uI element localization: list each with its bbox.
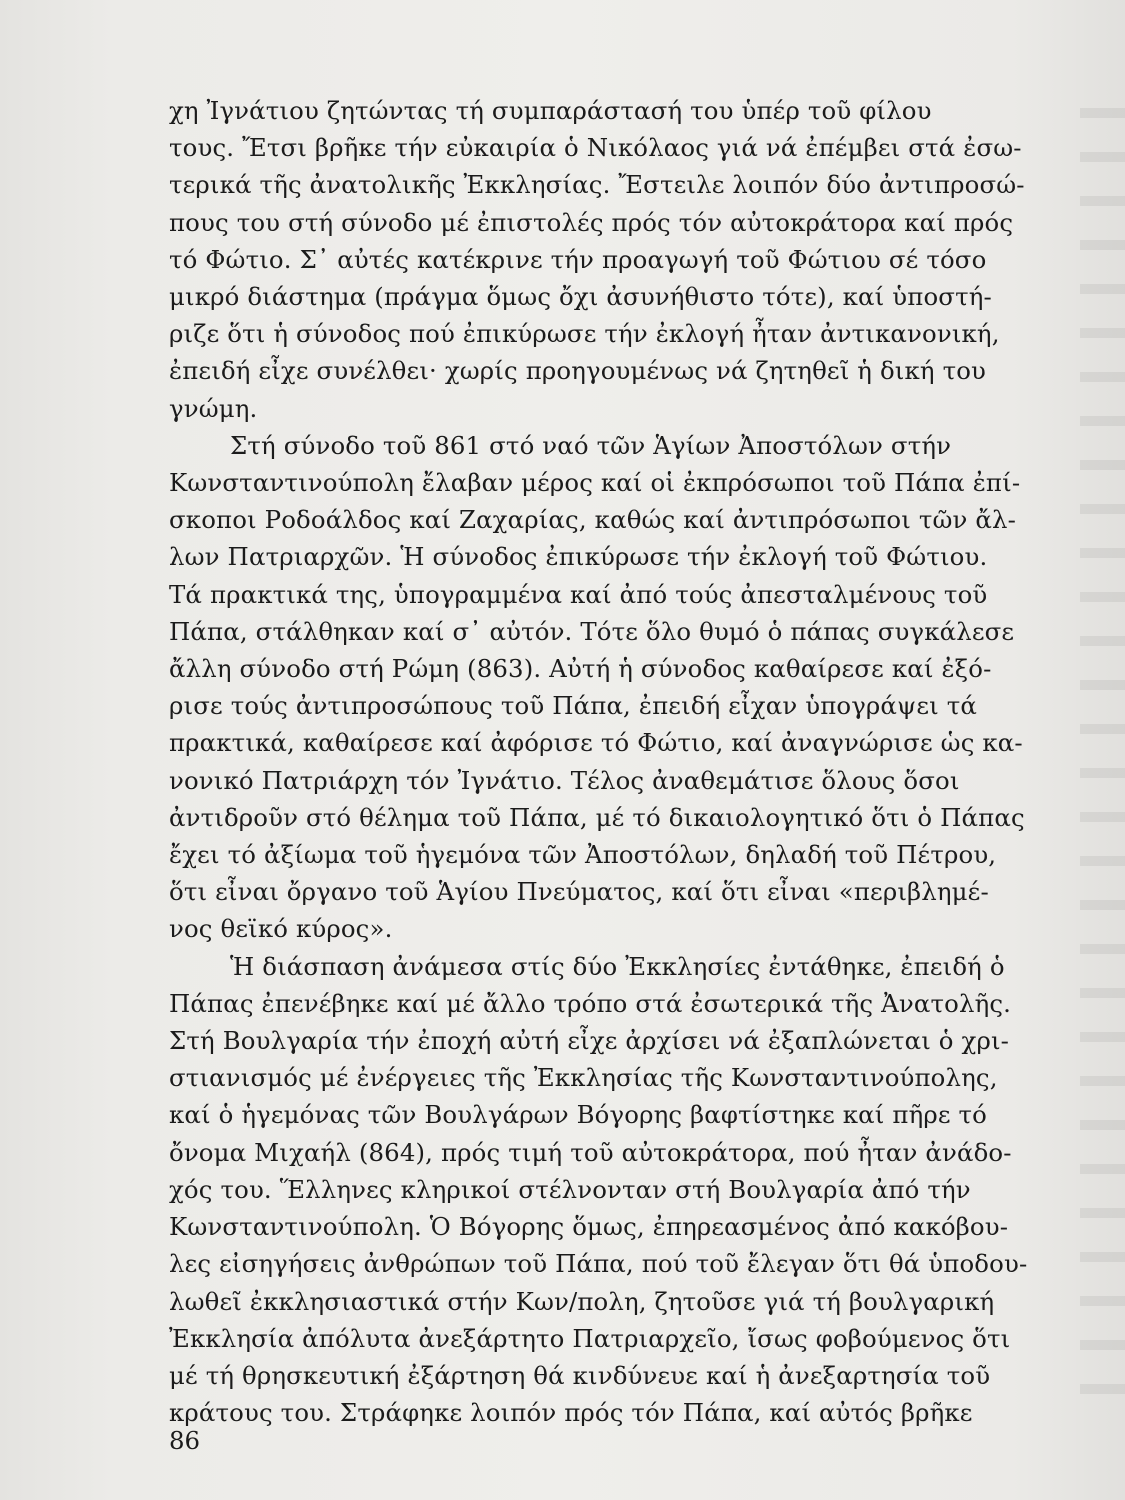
paragraph-1 — [169, 92, 1025, 427]
text-line: ὄνομα Μιχαήλ (864), πρός τιμή τοῦ αὐτοκράτορα, πού ἦταν ἀνάδο- — [169, 1137, 1012, 1167]
text-line: πους του στή σύνοδο μέ ἐπιστολές πρός τόν αὐτοκράτορα καί πρός — [169, 207, 1014, 237]
body-text — [169, 92, 1028, 1431]
text-line: Κωνσταντινούπολη. Ὁ Βόγορης ὅμως, ἐπηρεασμένος ἀπό κακόβου- — [169, 1212, 1009, 1242]
text-line: μέ τή θρησκευτική ἐξάρτηση θά κινδύνευε καί ἡ ἀνεξαρτησία τοῦ — [169, 1360, 991, 1390]
text-line: Ἡ διάσπαση ἀνάμεσα στίς δύο Ἐκκλησίες ἐντάθηκε, ἐπειδή ὁ — [230, 951, 1005, 981]
show-through-text — [1080, 90, 1125, 1420]
text-line: λωθεῖ ἐκκλησιαστικά στήν Κων/πολη, ζητοῦσε γιά τή βουλγαρική — [169, 1286, 995, 1316]
text-line: ὅτι εἶναι ὄργανο τοῦ Ἁγίου Πνεύματος, καί ὅτι εἶναι «περιβλημέ- — [169, 877, 989, 907]
text-line: τους. Ἔτσι βρῆκε τήν εὐκαιρία ὁ Νικόλαος γιά νά ἐπέμβει στά ἐσω- — [169, 133, 1022, 163]
text-line: καί ὁ ἡγεμόνας τῶν Βουλγάρων Βόγορης βαφτίστηκε καί πῆρε τό — [169, 1100, 988, 1130]
text-line: ἄλλη σύνοδο στή Ρώμη (863). Αὐτή ἡ σύνοδος καθαίρεσε καί ἐξό- — [169, 654, 992, 684]
text-line: γνώμη. — [169, 393, 258, 423]
text-line: χός του. Ἕλληνες κληρικοί στέλνονταν στή Βουλγαρία ἀπό τήν — [169, 1174, 971, 1204]
text-line: νος θεϊκό κύρος». — [169, 914, 393, 944]
text-line: κράτους του. Στράφηκε λοιπόν πρός τόν Πάπα, καί αὐτός βρῆκε — [169, 1398, 973, 1428]
text-line: ἔχει τό ἀξίωμα τοῦ ἡγεμόνα τῶν Ἀποστόλων, δηλαδή τοῦ Πέτρου, — [169, 840, 997, 870]
text-line: ρισε τούς ἀντιπροσώπους τοῦ Πάπα, ἐπειδή εἶχαν ὑπογράψει τά — [169, 691, 977, 721]
text-line: λων Πατριαρχῶν. Ἡ σύνοδος ἐπικύρωσε τήν ἐκλογή τοῦ Φώτιου. — [169, 542, 988, 572]
text-line: Πάπας ἐπενέβηκε καί μέ ἄλλο τρόπο στά ἐσωτερικά τῆς Ἀνατολῆς. — [169, 988, 1012, 1018]
text-line: μικρό διάστημα (πράγμα ὅμως ὄχι ἀσυνήθιστο τότε), καί ὑποστή- — [169, 282, 992, 312]
text-line: ἐπειδή εἶχε συνέλθει· χωρίς προηγουμένως νά ζητηθεῖ ἡ δική του — [169, 356, 987, 386]
text-line: ἀντιδροῦν στό θέλημα τοῦ Πάπα, μέ τό δικαιολογητικό ὅτι ὁ Πάπας — [169, 802, 1025, 832]
text-line: Πάπα, στάλθηκαν καί σ᾽ αὐτόν. Τότε ὅλο θυμό ὁ πάπας συγκάλεσε — [169, 616, 1015, 646]
text-line: λες εἰσηγήσεις ἀνθρώπων τοῦ Πάπα, πού τοῦ ἔλεγαν ὅτι θά ὑποδου- — [169, 1249, 1028, 1279]
text-line: νονικό Πατριάρχη τόν Ἰγνάτιο. Τέλος ἀναθεμάτισε ὅλους ὅσοι — [169, 765, 960, 795]
text-line: Στή Βουλγαρία τήν ἐποχή αὐτή εἶχε ἀρχίσει νά ἐξαπλώνεται ὁ χρι- — [169, 1026, 1010, 1056]
text-line: σκοποι Ροδοάλδος καί Ζαχαρίας, καθώς καί ἀντιπρόσωποι τῶν ἄλ- — [169, 505, 1017, 535]
text-line: τό Φώτιο. Σ᾽ αὐτές κατέκρινε τήν προαγωγή τοῦ Φώτιου σέ τόσο — [169, 244, 987, 274]
text-line: Τά πρακτικά της, ὑπογραμμένα καί ἀπό τούς ἀπεσταλμένους τοῦ — [169, 579, 988, 609]
text-line: στιανισμός μέ ἐνέργειες τῆς Ἐκκλησίας τῆς Κωνσταντινούπολης, — [169, 1063, 998, 1093]
text-line: Ἐκκλησία ἀπόλυτα ἀνεξάρτητο Πατριαρχεῖο, ἴσως φοβούμενος ὅτι — [169, 1323, 1011, 1353]
page-number: 86 — [169, 1426, 201, 1455]
text-line: τερικά τῆς ἀνατολικῆς Ἐκκλησίας. Ἔστειλε λοιπόν δύο ἀντιπροσώ- — [169, 170, 1025, 200]
text-line: χη Ἰγνάτιου ζητώντας τή συμπαράστασή του ὑπέρ τοῦ φίλου — [169, 96, 932, 125]
text-line: ριζε ὅτι ἡ σύνοδος πού ἐπικύρωσε τήν ἐκλογή ἦταν ἀντικανονική, — [169, 319, 1000, 349]
text-line: Κωνσταντινούπολη ἔλαβαν μέρος καί οἱ ἐκπρόσωποι τοῦ Πάπα ἐπί- — [169, 468, 1021, 498]
text-line: πρακτικά, καθαίρεσε καί ἀφόρισε τό Φώτιο, καί ἀναγνώρισε ὡς κα- — [169, 728, 1023, 758]
paragraph-2 — [169, 427, 1025, 948]
text-line: Στή σύνοδο τοῦ 861 στό ναό τῶν Ἁγίων Ἀποστόλων στήν — [230, 430, 952, 460]
paragraph-3 — [169, 948, 1028, 1432]
